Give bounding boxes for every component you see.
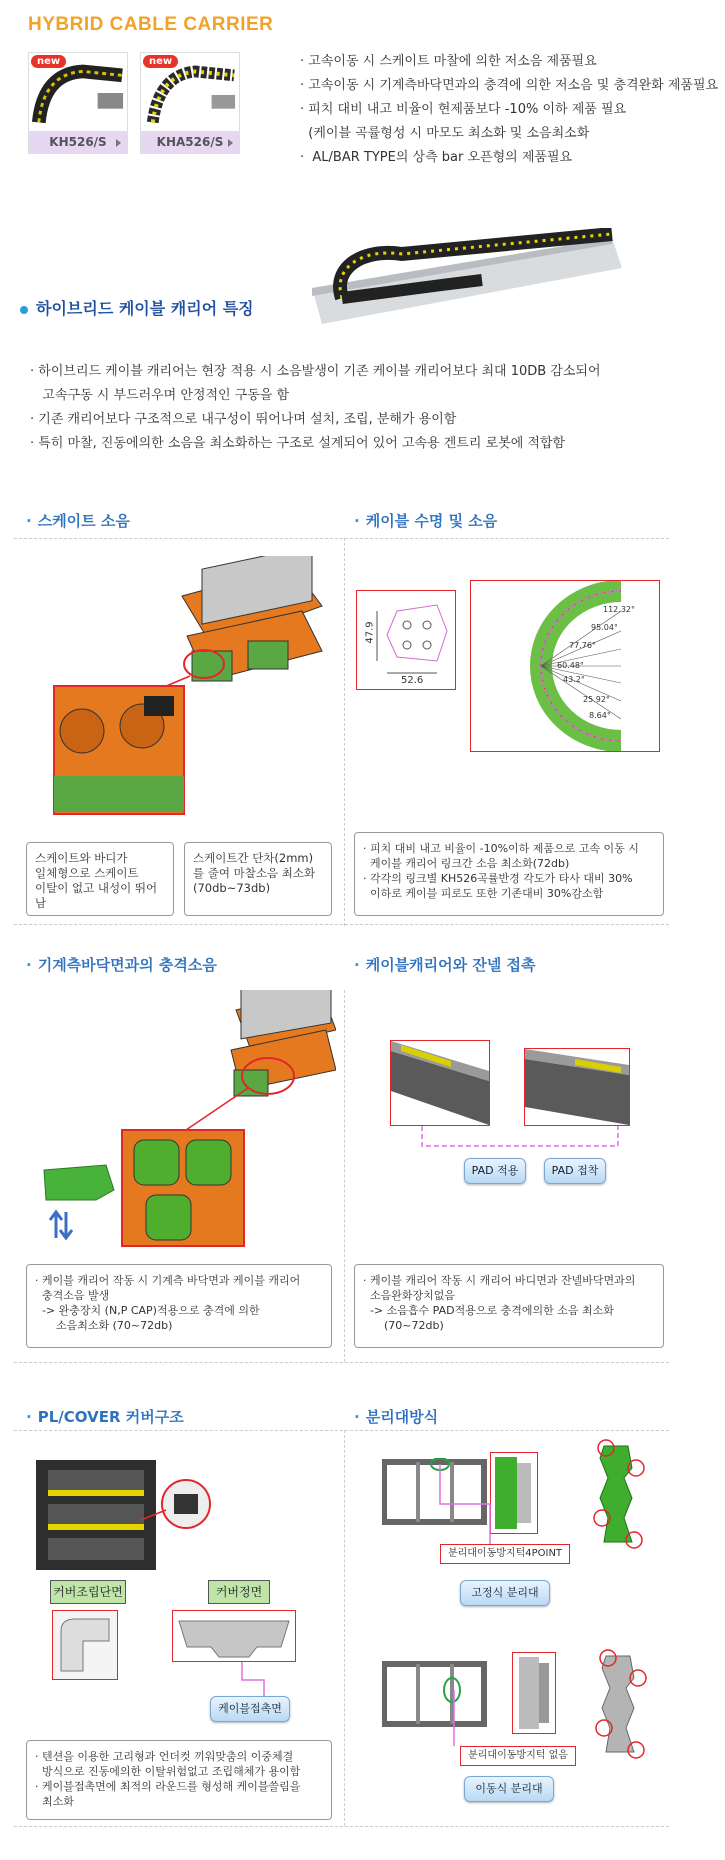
cover-front-image bbox=[172, 1610, 296, 1662]
lifespan-info-box bbox=[354, 832, 664, 916]
divider bbox=[344, 990, 345, 1362]
angle-label: 43.2° bbox=[563, 675, 585, 684]
features-list bbox=[30, 360, 710, 456]
requirement-item: · 고속이동 시 스케이트 마찰에 의한 저소음 제품필요 bbox=[300, 54, 597, 69]
bend-radius-drawing bbox=[470, 580, 660, 752]
divider bbox=[14, 1362, 669, 1363]
section-title-impact: · 기계측바닥면과의 충격소음 bbox=[26, 956, 217, 974]
box-line: 이하로 케이블 피로도 또한 기존대비 30%감소함 bbox=[363, 887, 604, 900]
requirement-item: · 피치 대비 내고 비율이 현제품보다 -10% 이하 제품 필요 bbox=[300, 102, 627, 117]
angle-label: 8.64° bbox=[589, 711, 611, 720]
feature-item: · 기존 캐리어보다 구조적으로 내구성이 뛰어나며 설치, 조립, 분해가 용이함 bbox=[30, 412, 457, 427]
section-title-skate: · 스케이트 소음 bbox=[26, 512, 130, 530]
box-line: · 피치 대비 내고 비율이 -10%이하 제품으로 고속 이동 시 bbox=[363, 842, 639, 855]
bullet-icon bbox=[20, 306, 28, 314]
cover-structure-image bbox=[36, 1460, 216, 1570]
panel-info-box bbox=[354, 1264, 664, 1348]
connector-lines bbox=[438, 1464, 498, 1544]
divider bbox=[14, 924, 669, 925]
section-title-separator: · 분리대방식 bbox=[354, 1408, 439, 1426]
product-label: KH526/S bbox=[29, 131, 127, 153]
box-line: 스케이트간 단차(2mm) bbox=[193, 851, 314, 865]
fixed-separator-label: 분리대이동방지턱4POINT bbox=[440, 1544, 570, 1564]
box-line: 최소화 bbox=[35, 1795, 74, 1808]
section-title-text: 케이블 수명 및 소음 bbox=[365, 512, 498, 530]
requirement-item: (케이블 곡률형성 시 마모도 최소화 및 소음최소화 bbox=[300, 126, 590, 141]
skate-info-box-2 bbox=[184, 842, 332, 916]
movable-separator-part bbox=[590, 1648, 654, 1762]
connector-lines bbox=[238, 1662, 268, 1696]
box-line: · 케이블 캐리어 작동 시 캐리어 바디면과 잔넬바닥면과의 bbox=[363, 1274, 636, 1287]
angle-label: 112.32° bbox=[603, 605, 635, 614]
box-line: 이탈이 없고 내성이 뛰어남 bbox=[35, 881, 158, 910]
box-line: (70db~73db) bbox=[193, 881, 271, 895]
angle-label: 95.04° bbox=[591, 623, 618, 632]
angle-label: 77.76° bbox=[569, 641, 596, 650]
pad-applied-image bbox=[390, 1040, 490, 1126]
section-title-panel: · 케이블캐리어와 잔넬 접촉 bbox=[354, 956, 536, 974]
pad-attached-image bbox=[524, 1048, 630, 1126]
box-line: 방식으로 진동에의한 이탈위험없고 조립해체가 용이함 bbox=[35, 1765, 301, 1778]
skate-info-box-1 bbox=[26, 842, 174, 916]
box-line: · 텐션을 이용한 고리형과 언더컷 끼워맞춤의 이중체결 bbox=[35, 1750, 294, 1763]
requirement-item: · AL/BAR TYPE의 상측 bar 오픈형의 제품필요 bbox=[300, 150, 573, 165]
pad-apply-button[interactable]: PAD 적용 bbox=[464, 1158, 526, 1184]
product-card-kh526[interactable] bbox=[28, 52, 128, 154]
box-line: 일체형으로 스케이트 bbox=[35, 866, 139, 880]
chevron-right-icon bbox=[116, 139, 121, 147]
feature-item: · 하이브리드 케이블 캐리어는 현장 적용 시 소음발생이 기존 케이블 캐리어보다 최대 10DB 감소되어 bbox=[30, 364, 601, 379]
section-title-text: 분리대방식 bbox=[365, 1408, 439, 1426]
feature-item: · 특히 마찰, 진동에의한 소음을 최소화하는 구조로 설계되어 있어 고속용 겐트리 로봇에 적합함 bbox=[30, 436, 566, 451]
movable-separator-detail bbox=[512, 1652, 556, 1734]
angle-label: 60.48° bbox=[557, 661, 584, 670]
section-title-text: 기계측바닥면과의 충격소음 bbox=[37, 956, 217, 974]
section-title-text: 케이블캐리어와 잔넬 접촉 bbox=[365, 956, 536, 974]
angle-label: 25.92° bbox=[583, 695, 610, 704]
impact-info-box bbox=[26, 1264, 332, 1348]
box-line: 를 줄여 마찰소음 최소화 bbox=[193, 866, 316, 880]
box-line: -> 완충장치 (N,P CAP)적용으로 충격에 의한 bbox=[35, 1304, 260, 1317]
brand-title: HYBRID CABLE CARRIER bbox=[28, 14, 274, 35]
divider bbox=[14, 538, 669, 539]
cable-contact-surface-button[interactable]: 케이블접촉면 bbox=[210, 1696, 290, 1722]
section-title-lifespan: · 케이블 수명 및 소음 bbox=[354, 512, 498, 530]
connector-lines bbox=[420, 1126, 620, 1156]
section-title-text: PL/COVER 커버구조 bbox=[37, 1408, 184, 1426]
box-line: (70~72db) bbox=[363, 1319, 444, 1332]
product-card-kha526[interactable] bbox=[140, 52, 240, 154]
divider bbox=[14, 1826, 669, 1827]
box-line: · 케이블 캐리어 작동 시 기계측 바닥면과 케이블 캐리어 bbox=[35, 1274, 301, 1287]
box-line: 케이블 캐리어 링크간 소음 최소화(72db) bbox=[363, 857, 570, 870]
pad-attach-button[interactable]: PAD 접착 bbox=[544, 1158, 606, 1184]
hero-carrier-image bbox=[312, 228, 622, 324]
divider bbox=[344, 538, 345, 926]
new-badge: new bbox=[143, 55, 178, 68]
dim-width: 52.6 bbox=[401, 675, 424, 686]
box-line: 충격소음 발생 bbox=[35, 1289, 110, 1302]
cover-section-image bbox=[52, 1610, 118, 1680]
link-dimension-drawing bbox=[356, 590, 456, 690]
impact-diagram bbox=[36, 990, 336, 1250]
connector-lines bbox=[452, 1690, 502, 1750]
box-line: · 각각의 링크별 KH526곡률반경 각도가 타사 대비 30% bbox=[363, 872, 633, 885]
box-line: · 케이블접촉면에 최적의 라운드를 형성해 케이블쓸림을 bbox=[35, 1780, 301, 1793]
requirement-item: · 고속이동 시 기계측바닥면과의 충격에 의한 저소음 및 충격완화 제품필요 bbox=[300, 78, 719, 93]
divider bbox=[344, 1430, 345, 1826]
cover-front-tag: 커버정면 bbox=[208, 1580, 270, 1604]
requirements-list bbox=[300, 50, 720, 170]
movable-separator-button[interactable]: 이동식 분리대 bbox=[464, 1776, 554, 1802]
box-line: 소음최소화 (70~72db) bbox=[35, 1319, 173, 1332]
cover-section-tag: 커버조립단면 bbox=[50, 1580, 126, 1604]
feature-item: 고속구동 시 부드러우며 안정적인 구동을 함 bbox=[30, 388, 290, 403]
section-title-cover: · PL/COVER 커버구조 bbox=[26, 1408, 184, 1426]
skate-diagram bbox=[52, 556, 332, 816]
features-title bbox=[20, 296, 254, 319]
dim-height: 47.9 bbox=[364, 621, 376, 644]
movable-separator-label: 분리대이동방지턱 없음 bbox=[460, 1746, 576, 1766]
chevron-right-icon bbox=[228, 139, 233, 147]
features-title-text: 하이브리드 케이블 캐리어 특징 bbox=[36, 299, 254, 318]
box-line: -> 소음흡수 PAD적용으로 충격에의한 소음 최소화 bbox=[363, 1304, 614, 1317]
section-title-text: 스케이트 소음 bbox=[37, 512, 130, 530]
box-line: 소음완화장치없음 bbox=[363, 1289, 456, 1302]
new-badge: new bbox=[31, 55, 66, 68]
cover-info-box bbox=[26, 1740, 332, 1820]
divider bbox=[14, 1430, 669, 1431]
product-label: KHA526/S bbox=[141, 131, 239, 153]
fixed-separator-button[interactable]: 고정식 분리대 bbox=[460, 1580, 550, 1606]
fixed-separator-part bbox=[588, 1438, 652, 1550]
box-line: 스케이트와 바디가 bbox=[35, 851, 128, 865]
